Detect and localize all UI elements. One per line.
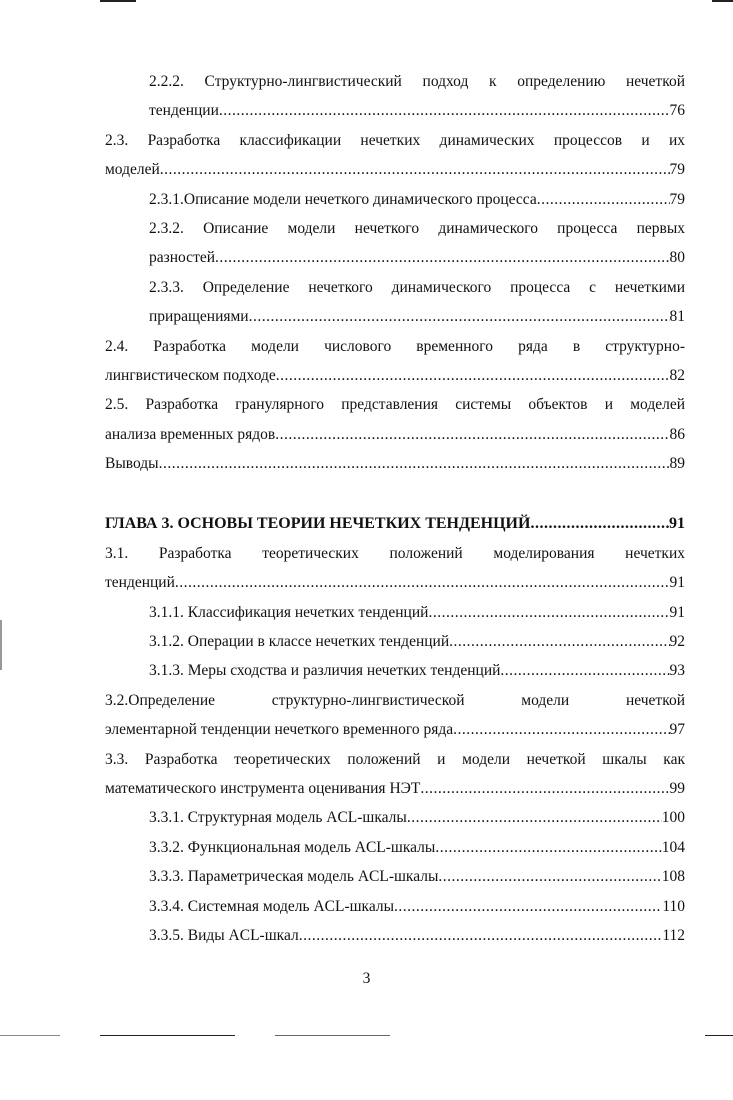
toc-entry-line — [105, 160, 685, 180]
toc-page-number: 110 — [662, 897, 685, 915]
toc-page-number: 79 — [669, 161, 685, 179]
toc-page-number: 100 — [661, 809, 685, 827]
toc-page-number: 93 — [669, 662, 685, 680]
toc-page-number: 81 — [669, 308, 685, 326]
toc-entry-text: 2.3.1.Описание модели нечеткого динамического процесса — [149, 190, 537, 208]
toc-entry-line: 2.3.2. Описание модели нечеткого динамического процесса первых — [149, 220, 685, 237]
dot-leader — [160, 160, 670, 180]
dot-leader — [275, 425, 669, 445]
dot-leader — [276, 366, 670, 386]
scan-mark-left-edge — [0, 620, 2, 670]
toc-page-number: 91 — [669, 603, 685, 621]
toc-entry-line — [105, 454, 685, 474]
toc-entry-line — [149, 190, 685, 210]
toc-entry-text: Выводы — [105, 455, 159, 473]
toc-entry-text: лингвистическом подходе — [105, 367, 276, 384]
dot-leader — [219, 101, 670, 121]
scan-mark-top-left — [100, 0, 136, 2]
toc-entry-line: 3.3. Разработка теоретических положений и модели нечеткой шкалы как — [105, 750, 685, 768]
toc-entry-text: тенденции — [149, 102, 219, 120]
toc-page-number: 92 — [669, 633, 685, 651]
dot-leader — [215, 248, 669, 268]
dot-leader — [175, 573, 670, 593]
toc-entry-text: анализа временных рядов — [105, 425, 276, 443]
toc-entry-text: ГЛАВА 3. ОСНОВЫ ТЕОРИИ НЕЧЕТКИХ ТЕНДЕНЦИЙ — [105, 515, 531, 533]
dot-leader — [453, 720, 669, 740]
toc-page-number: 76 — [669, 102, 685, 120]
toc-page-number: 91 — [669, 574, 685, 592]
toc-entry-line — [105, 366, 685, 386]
toc-entry-text: разностей — [149, 249, 216, 267]
scan-mark-bottom-4 — [705, 1035, 733, 1036]
toc-entry-line: 2.3. Разработка классификации нечетких динамических процессов и их — [105, 131, 685, 149]
toc-entry-line — [149, 101, 685, 121]
toc-entry-line — [149, 307, 685, 327]
toc-entry-line: 2.2.2. Структурно-лингвистический подход к определению нечеткой — [149, 73, 685, 90]
toc-entry-text: 3.1.2. Операции в классе нечетких тенденций — [149, 633, 450, 651]
toc-entry-line — [149, 808, 685, 828]
toc-page-number: 97 — [669, 721, 685, 739]
toc-page-number: 91 — [669, 515, 685, 533]
toc-page-number: 80 — [669, 249, 685, 267]
toc-entry-line — [105, 573, 685, 593]
toc-entry-text: приращениями — [149, 308, 249, 326]
dot-leader — [449, 632, 669, 652]
toc-entry-text: 3.3.2. Функциональная модель ACL-шкалы — [149, 838, 436, 856]
toc-entry-line — [105, 425, 685, 445]
toc-entry-line: 3.1. Разработка теоретических положений моделирования нечетких — [105, 544, 685, 562]
toc-entry-line — [149, 603, 685, 623]
toc-entry-line — [149, 661, 685, 681]
toc-page-number: 108 — [661, 868, 685, 886]
dot-leader — [438, 867, 661, 887]
toc-entry-line: 2.3.3. Определение нечеткого динамического процесса с нечеткими — [149, 278, 685, 296]
toc-page-number: 89 — [669, 455, 685, 473]
toc-page-number: 82 — [669, 367, 685, 384]
dot-leader — [435, 838, 661, 858]
toc-entry-text: элементарной тенденции нечеткого временного ряда — [105, 721, 454, 739]
toc-entry-line — [149, 632, 685, 652]
toc-entry-line — [149, 248, 685, 268]
toc-entry-line — [149, 867, 685, 887]
dot-leader — [394, 897, 662, 917]
toc-page-number: 104 — [661, 838, 685, 856]
toc-entry-text: математического инструмента оценивания НЭТ — [105, 780, 421, 798]
scan-mark-bottom-3 — [275, 1035, 390, 1036]
toc-entry-text: 3.1.1. Классификация нечетких тенденций — [149, 603, 429, 621]
dot-leader — [249, 307, 670, 327]
toc-entry-text: 3.3.3. Параметрическая модель ACL-шкалы — [149, 868, 439, 886]
dot-leader — [299, 926, 663, 946]
toc-page-number: 112 — [662, 927, 685, 945]
toc-entry-text: тенденций — [105, 574, 175, 592]
scan-mark-top-right — [712, 0, 733, 2]
toc-entry-text: 3.3.1. Структурная модель ACL-шкалы — [149, 809, 407, 827]
toc-entry-line: 2.5. Разработка гранулярного представления системы объектов и моделей — [105, 396, 685, 414]
toc-page-number: 86 — [669, 425, 685, 443]
toc-entry-line: 2.4. Разработка модели числового временного ряда в структурно- — [105, 337, 685, 355]
scan-mark-bottom-1 — [0, 1035, 60, 1036]
toc-entry-line — [149, 897, 685, 917]
toc-entry-line — [105, 720, 685, 740]
toc-entry-line — [105, 514, 685, 534]
toc-entry-line — [149, 926, 685, 946]
toc-entry-text: 3.3.5. Виды ACL-шкал — [149, 927, 299, 945]
toc-page-number: 99 — [669, 780, 685, 798]
toc-entry-text: 3.3.4. Системная модель ACL-шкалы — [149, 897, 395, 915]
toc-entry-text: моделей — [105, 161, 160, 179]
toc-entry-line: 3.2.Определение структурно-лингвистической модели нечеткой — [105, 691, 685, 709]
toc-entry-line — [105, 779, 685, 799]
toc-entry-line — [149, 838, 685, 858]
dot-leader — [537, 190, 670, 210]
dot-leader — [530, 514, 669, 534]
dot-leader — [407, 808, 662, 828]
dot-leader — [428, 603, 669, 623]
page-number: 3 — [362, 970, 371, 987]
scan-mark-bottom-2 — [100, 1035, 235, 1036]
dot-leader — [159, 454, 670, 474]
toc-page-number: 79 — [669, 190, 685, 208]
dot-leader — [500, 661, 669, 681]
dot-leader — [420, 779, 669, 799]
toc-entry-text: 3.1.3. Меры сходства и различия нечетких тенденций — [149, 662, 501, 680]
